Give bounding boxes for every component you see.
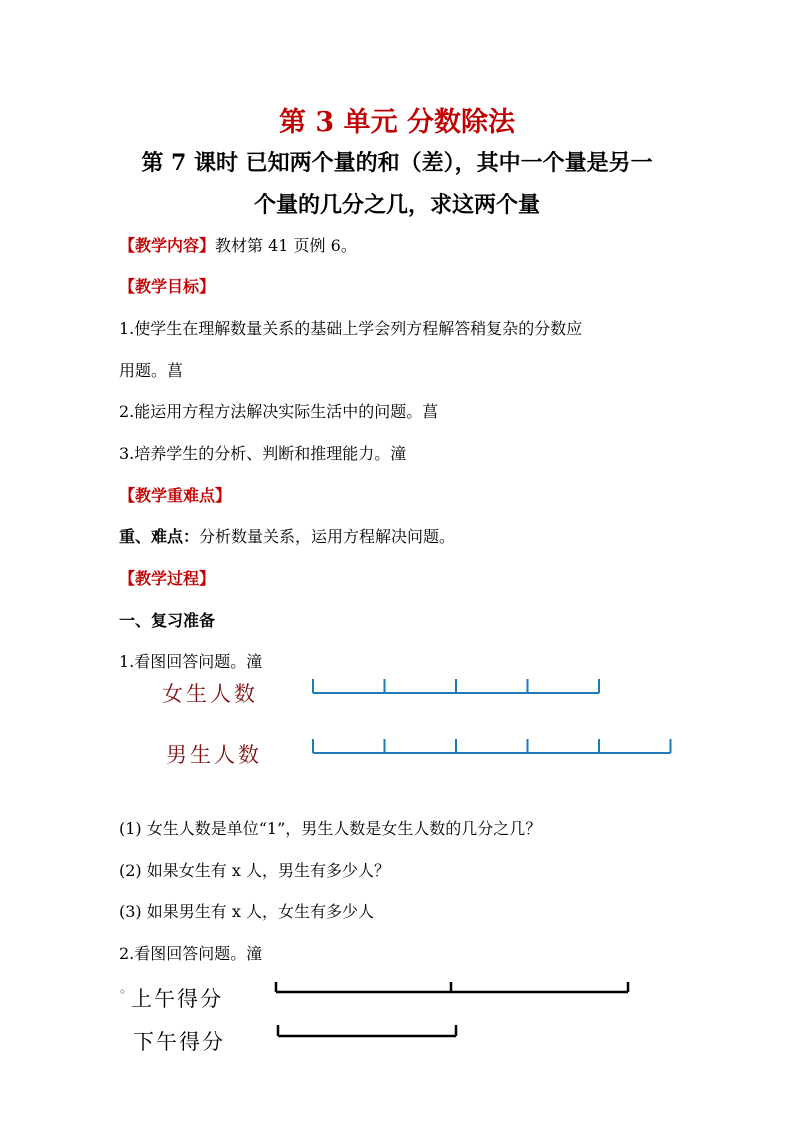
question-1: 1.看图回答问题。潼 [119, 652, 263, 671]
girls-label: 女生人数 [162, 682, 258, 706]
lesson-title-line2: 个量的几分之几，求这两个量 [253, 192, 540, 218]
key-points-text: 分析数量关系，运用方程解决问题。 [199, 527, 456, 546]
girls-bar [313, 679, 599, 693]
teaching-content-label: 【教学内容】 [119, 236, 216, 255]
lesson-title-line1: 第 7 课时 已知两个量的和（差），其中一个量是另一 [141, 150, 653, 176]
morning-bar [276, 982, 628, 992]
question-1-1: (1) 女生人数是单位“1”，男生人数是女生人数的几分之几？ [119, 819, 542, 838]
morning-label: 上午得分 [131, 987, 223, 1011]
teaching-content-text: 教材第 41 页例 6。 [215, 236, 357, 255]
key-points-prefix: 重、难点： [119, 527, 200, 546]
key-points-label: 【教学重难点】 [119, 486, 232, 505]
bullet-dot: ◦ [119, 985, 127, 999]
afternoon-label: 下午得分 [133, 1030, 225, 1054]
goal-item-2: 2.能运用方程方法解决实际生活中的问题。菖 [119, 402, 439, 421]
goal-item-1a: 1.使学生在理解数量关系的基础上学会列方程解答稍复杂的分数应 [119, 319, 583, 338]
question-2: 2.看图回答问题。潼 [119, 944, 263, 963]
boys-bar [313, 739, 671, 753]
question-1-2: (2) 如果女生有 x 人，男生有多少人？ [119, 861, 390, 880]
process-label: 【教学过程】 [119, 569, 216, 588]
goal-item-1b: 用题。菖 [119, 361, 184, 380]
boys-label: 男生人数 [166, 743, 262, 767]
question-1-3: (3) 如果男生有 x 人，女生有多少人 [119, 902, 374, 921]
goal-item-3: 3.培养学生的分析、判断和推理能力。潼 [119, 444, 407, 463]
teaching-goals-label: 【教学目标】 [119, 277, 216, 296]
section-review: 一、复习准备 [119, 611, 216, 630]
afternoon-bar [278, 1025, 456, 1036]
unit-title: 第 3 单元 分数除法 [279, 107, 515, 138]
